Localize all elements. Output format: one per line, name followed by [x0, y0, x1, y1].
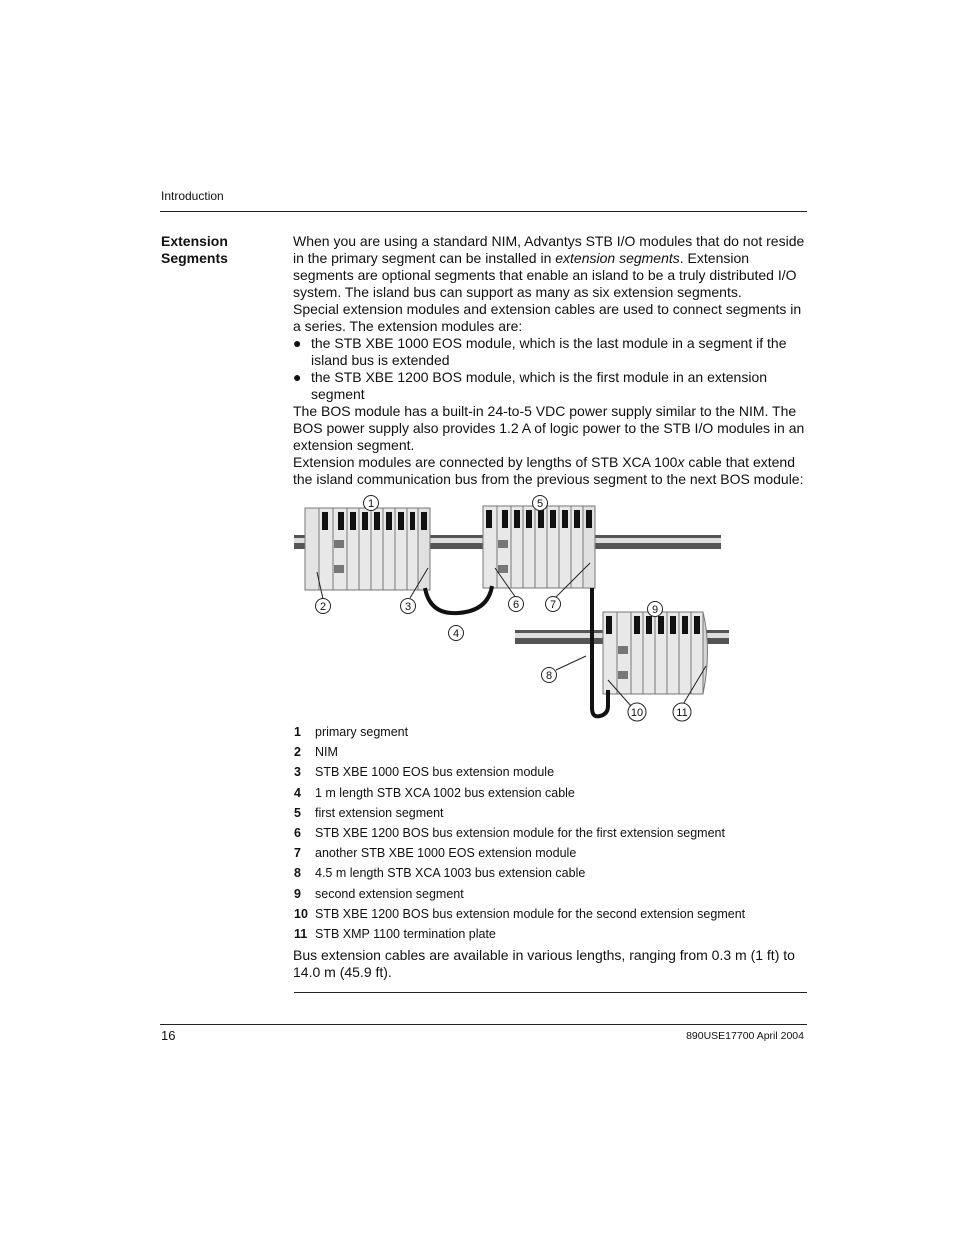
svg-text:3: 3 [404, 601, 412, 613]
paragraph-4: Extension modules are connected by lengths of STB XCA 100x cable that extend the island communication bus from the previous segment to the next BOS module: [293, 454, 804, 487]
legend-row: 10 STB XBE 1200 BOS bus extension module for the second extension segment [294, 906, 746, 921]
callout-9 [648, 602, 663, 617]
legend-row: 11 STB XMP 1100 termination plate [294, 926, 496, 941]
svg-text:5: 5 [536, 498, 544, 510]
svg-text:9: 9 [651, 604, 659, 616]
legend-row: 9 second extension segment [294, 886, 464, 901]
svg-text:1: 1 [367, 498, 375, 510]
bullet-icon: ● [293, 335, 302, 351]
legend-row: 2 NIM [294, 745, 338, 760]
callout-6 [509, 597, 524, 612]
svg-text:4: 4 [452, 628, 460, 640]
section-end-rule [294, 992, 807, 993]
legend-row: 5 first extension segment [294, 805, 444, 820]
section-heading: Extension Segments [161, 233, 228, 266]
paragraph-1: When you are using a standard NIM, Advantys STB I/O modules that do not reside in the primary segment can be installed in extension segments. Extension segments are optional segments that enable an island to be a truly distributed I/O system. The island bus can support as many as six extension segments. [293, 233, 805, 300]
bullet-item: ● the STB XBE 1200 BOS module, which is the first module in an extension segment [293, 369, 768, 402]
closing-paragraph: Bus extension cables are available in various lengths, ranging from 0.3 m (1 ft) to 14.0 m (45.9 ft). [293, 947, 795, 980]
svg-text:10: 10 [630, 707, 644, 719]
bullet-icon: ● [293, 369, 302, 385]
svg-text:7: 7 [549, 599, 557, 611]
legend-row: 4 1 m length STB XCA 1002 bus extension cable [294, 785, 575, 800]
cable-short [425, 586, 492, 613]
legend-row: 6 STB XBE 1200 BOS bus extension module for the first extension segment [294, 825, 725, 840]
figure-legend [294, 724, 814, 946]
callout-2 [316, 599, 331, 614]
callout-7 [546, 597, 561, 612]
paragraph-2: Special extension modules and extension cables are used to connect segments in a series. The extension modules are: [293, 301, 802, 334]
footer-rule [160, 1024, 807, 1025]
callout-3 [401, 599, 416, 614]
paragraph-3: The BOS module has a built-in 24-to-5 VDC power supply similar to the NIM. The BOS power supply also provides 1.2 A of logic power to the STB I/O modules in an extension segment. [293, 403, 805, 453]
callout-8 [542, 668, 557, 683]
callout-4 [449, 626, 464, 641]
callout-5 [533, 496, 548, 511]
svg-text:6: 6 [512, 599, 520, 611]
svg-text:8: 8 [545, 670, 553, 682]
page-number: 16 [161, 1028, 176, 1043]
legend-row: 3 STB XBE 1000 EOS bus extension module [294, 765, 555, 780]
primary-segment [305, 508, 430, 590]
callout-1 [364, 496, 379, 511]
svg-text:11: 11 [676, 707, 688, 719]
bullet-item: ● the STB XBE 1000 EOS module, which is the last module in a segment if the island bus is extended [293, 335, 787, 368]
document-id: 890USE17700 April 2004 [686, 1030, 804, 1042]
second-extension-segment [603, 612, 708, 694]
legend-row: 1 primary segment [294, 725, 409, 739]
running-header: Introduction [161, 189, 224, 203]
svg-text:2: 2 [319, 601, 327, 613]
callout-11 [673, 703, 691, 721]
legend-row: 8 4.5 m length STB XCA 1003 bus extension cable [294, 866, 586, 881]
callout-10 [628, 703, 646, 721]
legend-row: 7 another STB XBE 1000 EOS extension module [294, 846, 577, 861]
